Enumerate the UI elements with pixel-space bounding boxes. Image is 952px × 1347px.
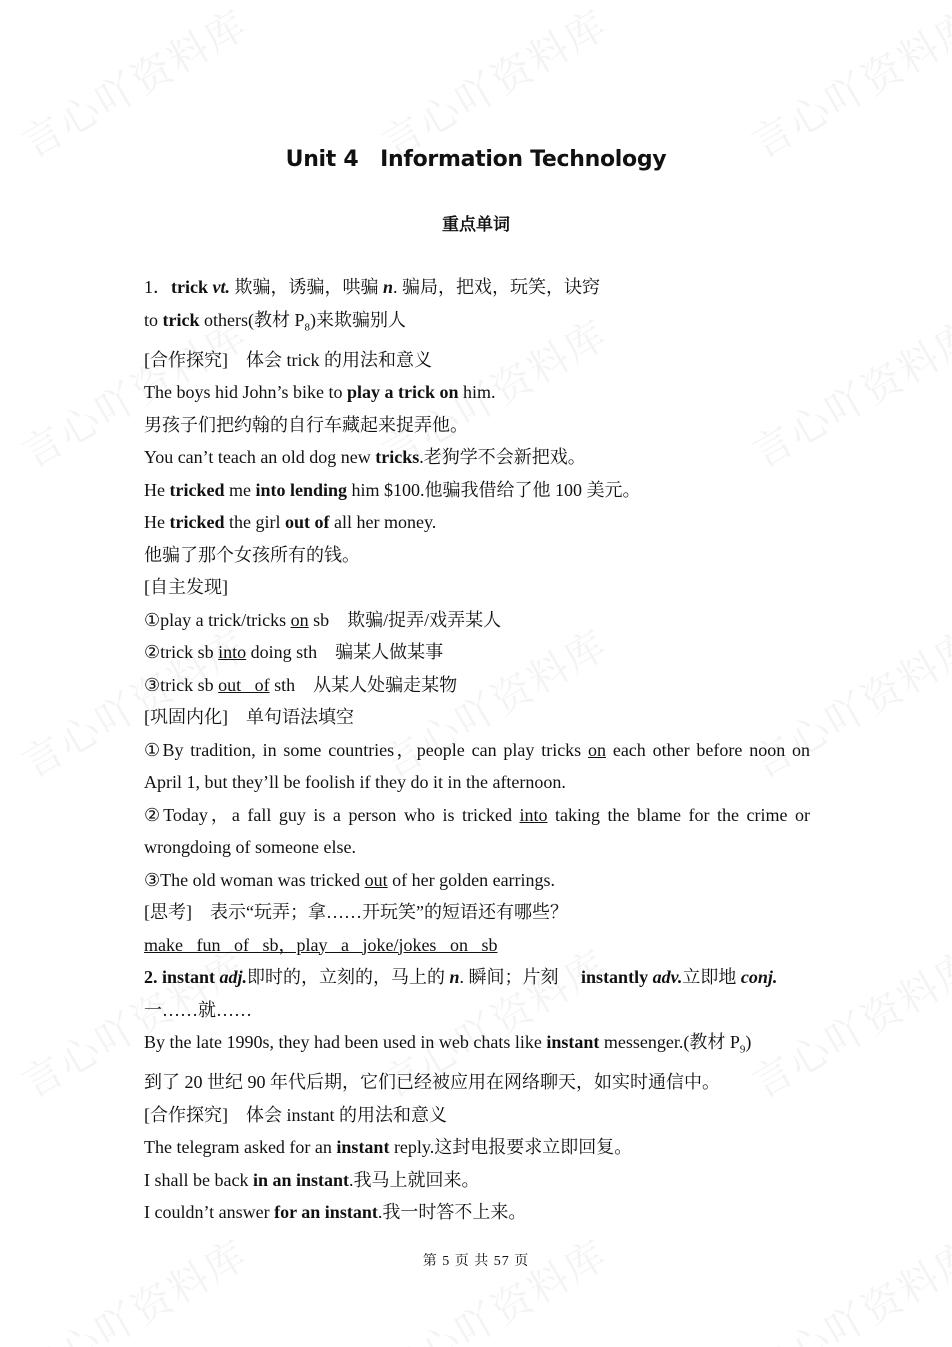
example-sentence: I shall be back in an instant.我马上就回来。 bbox=[144, 1169, 480, 1190]
example-translation: 男孩子们把约翰的自行车藏起来捉弄他。 bbox=[144, 414, 468, 435]
example-translation: 他骗了那个女孩所有的钱。 bbox=[144, 544, 360, 565]
example-translation: 到了 20 世纪 90 年代后期，它们已经被应用在网络聊天，如实时通信中。 bbox=[144, 1072, 720, 1093]
exercise-item: ③The old woman was tricked out of her golden earrings. bbox=[144, 869, 556, 890]
think-label: [思考] 表示“玩弄；拿……开玩笑”的短语还有哪些？ bbox=[144, 902, 568, 923]
page-footer: 第 5 页 共 57 页 bbox=[422, 1254, 530, 1269]
entry-trick-headword: 1．trick vt. 欺骗，诱骗，哄骗 n. 骗局，把戏，玩笑，诀窍 bbox=[144, 277, 600, 297]
think-answer: make fun of sb，play a joke/jokes on sb bbox=[144, 934, 498, 955]
explore-label: [合作探究] 体会 trick 的用法和意义 bbox=[144, 349, 432, 370]
entry-instant-headword: 2. instant adj.即时的，立刻的，马上的 n. 瞬间；片刻 instantly adv.立即地 conj. 一……就…… bbox=[144, 967, 778, 1020]
page-title: Unit 4 Information Technology bbox=[285, 147, 667, 172]
discover-label: [自主发现] bbox=[144, 577, 228, 598]
example-sentence: The telegram asked for an instant reply.这封电报要求立即回复。 bbox=[144, 1137, 633, 1158]
watermark bbox=[740, 1224, 952, 1347]
usage-item: ③trick sb out of sth 从某人处骗走某物 bbox=[144, 674, 458, 695]
watermark bbox=[370, 1224, 617, 1347]
example-sentence: I couldn’t answer for an instant.我一时答不上来。 bbox=[144, 1202, 527, 1223]
example-sentence: He tricked the girl out of all her money. bbox=[144, 512, 437, 533]
section-heading: 重点单词 bbox=[442, 215, 510, 235]
entry-trick-textbook-example: to trick others(教材 $P_8$)来欺骗别人 bbox=[144, 309, 406, 334]
consolidate-label: [巩固内化] 单句语法填空 bbox=[144, 707, 354, 728]
example-sentence: The boys hid John’s bike to play a trick on him. bbox=[144, 382, 496, 403]
explore-label: [合作探究] 体会 instant 的用法和意义 bbox=[144, 1104, 447, 1125]
example-sentence: He tricked me into lending him $100.他骗我借给了他 100 美元。 bbox=[144, 479, 641, 500]
entry-instant-textbook-example: By the late 1990s, they had been used in web chats like instant messenger.(教材 $P_9$) bbox=[144, 1032, 752, 1056]
example-sentence: You can’t teach an old dog new tricks.老狗学不会新把戏。 bbox=[144, 447, 586, 468]
exercise-item: ②Today，a fall guy is a person who is tricked into taking the blame for the crime or wrongdoing of someone else. bbox=[144, 804, 810, 858]
document-body bbox=[144, 271, 810, 1229]
usage-item: ①play a trick/tricks on sb 欺骗/捉弄/戏弄某人 bbox=[144, 609, 502, 630]
exercise-item: ①By tradition, in some countries，people can play tricks on each other before noon on April 1, but they’ll be foolish if they do it in the afternoon. bbox=[144, 739, 811, 793]
usage-item: ②trick sb into doing sth 骗某人做某事 bbox=[144, 642, 444, 663]
watermark bbox=[10, 1224, 257, 1347]
